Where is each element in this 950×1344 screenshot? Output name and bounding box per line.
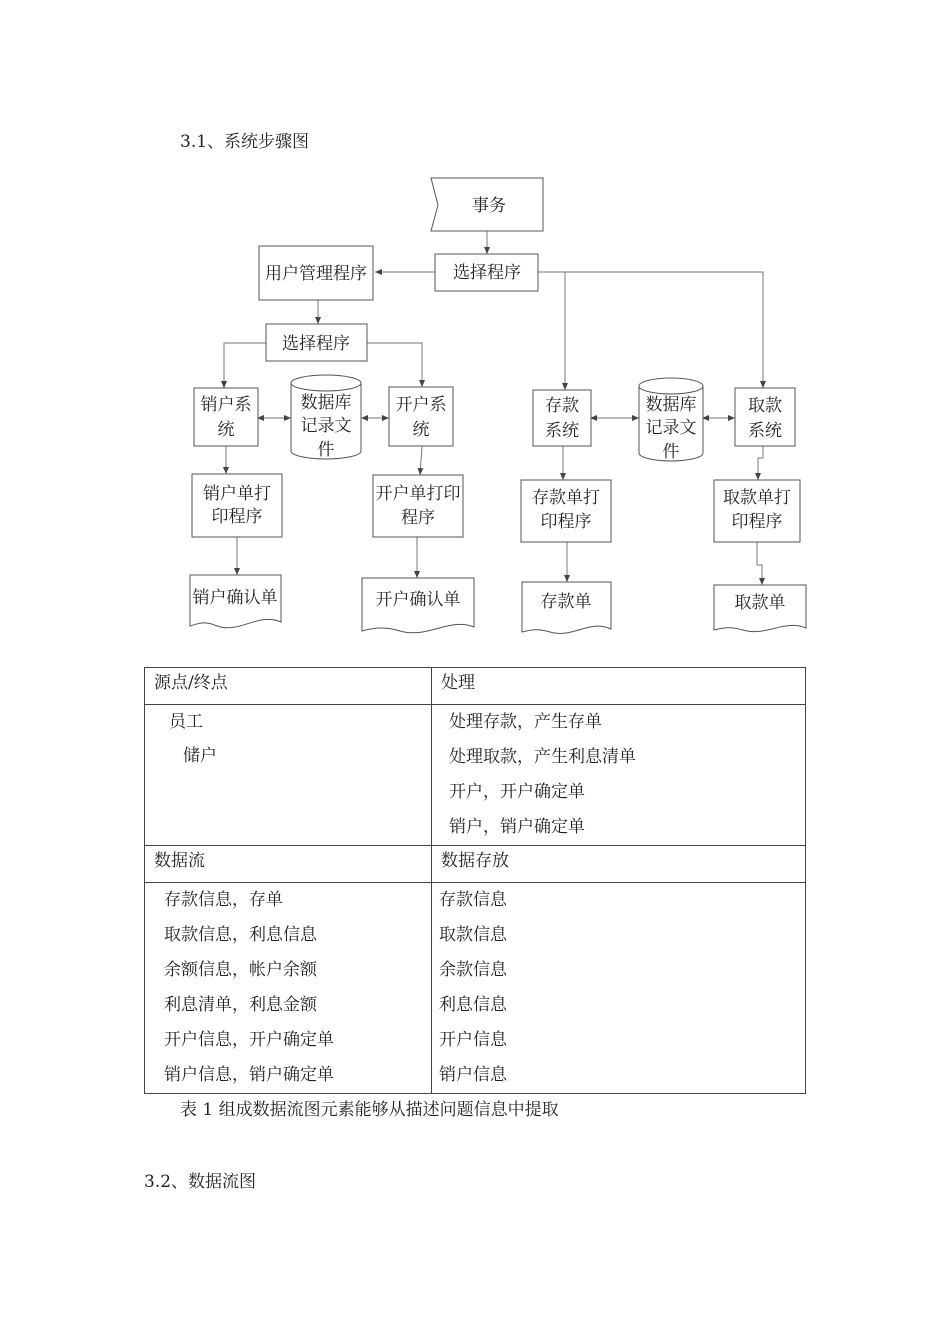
table-header-row — [145, 846, 806, 883]
flow-node-start-label: 事务 — [472, 196, 506, 216]
svg-text:印程序: 印程序 — [211, 507, 263, 527]
table-cell-process: 开户，开户确定单 — [449, 782, 585, 802]
svg-text:件: 件 — [662, 442, 680, 462]
svg-text:记录文: 记录文 — [300, 416, 352, 436]
flow-node-deposit-system — [533, 390, 591, 446]
table-header-source: 源点/终点 — [154, 673, 228, 693]
table-cell-dataflow: 利息清单，利息金额 — [164, 995, 317, 1015]
table-cell-dataflow: 销户信息，销户确定单 — [164, 1065, 334, 1085]
flow-node-withdraw-doc — [714, 585, 806, 632]
svg-text:数据库: 数据库 — [645, 395, 697, 415]
flow-node-open-print — [373, 475, 463, 537]
svg-text:销户确认单: 销户确认单 — [192, 588, 278, 608]
svg-text:选择程序: 选择程序 — [282, 334, 350, 354]
section-heading-3-1: 3.1、系统步骤图 — [180, 132, 310, 152]
dfd-elements-table — [144, 667, 806, 1094]
svg-text:开户单打印: 开户单打印 — [375, 484, 461, 504]
table-cell-dataflow: 存款信息，存单 — [164, 890, 283, 910]
table-header-row — [145, 668, 806, 705]
flow-node-user-management — [259, 246, 373, 300]
svg-text:存款单打: 存款单打 — [532, 488, 600, 508]
table-cell-process: 处理取款，产生利息清单 — [449, 747, 636, 767]
table-header-dataflow: 数据流 — [154, 851, 205, 871]
flow-node-close-print — [192, 474, 282, 537]
flow-node-withdraw-system — [735, 388, 795, 446]
table-caption: 表 1 组成数据流图元素能够从描述问题信息中提取 — [180, 1100, 559, 1120]
table-header-process: 处理 — [441, 673, 475, 693]
flow-node-open-confirmation-doc — [362, 578, 474, 633]
svg-text:选择程序: 选择程序 — [453, 263, 521, 283]
svg-text:数据库: 数据库 — [300, 393, 352, 413]
svg-text:销户系: 销户系 — [200, 395, 252, 415]
flow-node-database-left — [291, 375, 361, 460]
table-cell-datastore: 销户信息 — [439, 1065, 507, 1085]
svg-text:用户管理程序: 用户管理程序 — [265, 264, 367, 284]
table-cell-process: 处理存款，产生存单 — [449, 712, 602, 732]
svg-text:存款: 存款 — [545, 396, 579, 416]
svg-text:取款单: 取款单 — [734, 593, 786, 613]
table-header-datastore: 数据存放 — [441, 851, 509, 871]
flow-node-open-account-system — [389, 387, 453, 446]
svg-text:程序: 程序 — [401, 508, 435, 528]
svg-text:销户单打: 销户单打 — [203, 484, 271, 504]
table-cell-source: 员工 — [169, 712, 203, 732]
table-cell-datastore: 存款信息 — [439, 890, 507, 910]
svg-text:统: 统 — [412, 420, 430, 440]
table-cell-source: 储户 — [183, 746, 217, 766]
flow-node-close-account-system — [194, 388, 258, 446]
flow-node-close-confirmation-doc — [190, 575, 281, 628]
table-cell-dataflow: 开户信息，开户确定单 — [164, 1030, 334, 1050]
svg-text:件: 件 — [317, 440, 335, 460]
system-flowchart — [0, 0, 950, 660]
svg-text:开户确认单: 开户确认单 — [375, 590, 461, 610]
svg-text:印程序: 印程序 — [540, 512, 592, 532]
table-cell-process: 销户，销户确定单 — [449, 817, 585, 837]
table-cell-datastore: 开户信息 — [439, 1030, 507, 1050]
flow-node-withdraw-print — [714, 480, 800, 542]
svg-text:统: 统 — [217, 420, 235, 440]
flow-node-database-right — [639, 378, 703, 462]
svg-text:系统: 系统 — [748, 421, 782, 441]
table-cell-datastore: 取款信息 — [439, 925, 507, 945]
flow-node-deposit-print — [521, 480, 611, 542]
table-row — [145, 705, 806, 846]
svg-text:印程序: 印程序 — [731, 512, 783, 532]
flow-node-select-main — [435, 254, 538, 291]
table-row — [145, 883, 806, 1094]
table-cell-dataflow: 余额信息，帐户余额 — [164, 960, 317, 980]
svg-text:取款: 取款 — [748, 396, 782, 416]
svg-text:取款单打: 取款单打 — [723, 488, 791, 508]
svg-text:记录文: 记录文 — [645, 418, 697, 438]
flow-node-start — [431, 178, 543, 231]
flow-node-deposit-doc — [522, 582, 611, 634]
svg-text:系统: 系统 — [545, 421, 579, 441]
svg-text:开户系: 开户系 — [395, 395, 447, 415]
flow-node-select-sub — [266, 324, 367, 361]
table-cell-datastore: 利息信息 — [439, 995, 507, 1015]
svg-text:存款单: 存款单 — [540, 592, 592, 612]
section-heading-3-2: 3.2、数据流图 — [144, 1172, 257, 1192]
table-cell-datastore: 余款信息 — [439, 960, 507, 980]
table-cell-dataflow: 取款信息，利息信息 — [164, 925, 317, 945]
